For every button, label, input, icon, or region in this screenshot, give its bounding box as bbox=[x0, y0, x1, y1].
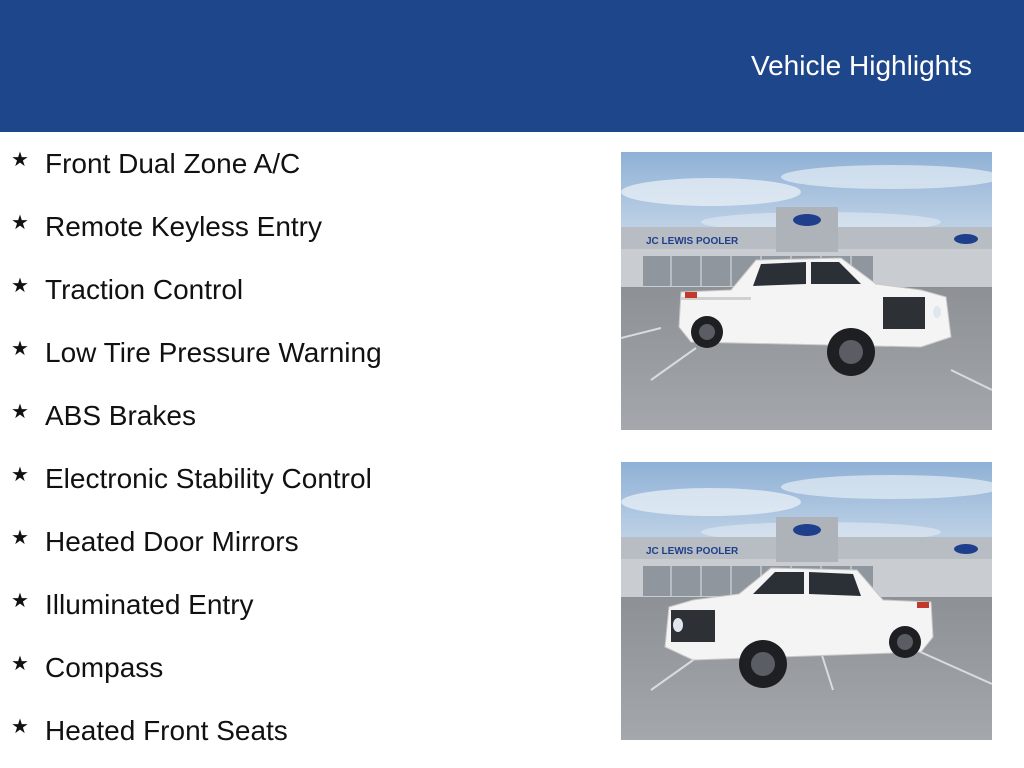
feature-label: Remote Keyless Entry bbox=[45, 211, 322, 242]
feature-item bbox=[0, 335, 600, 375]
star-icon: ★ bbox=[11, 527, 29, 549]
page-title: Vehicle Highlights bbox=[750, 50, 972, 81]
vehicle-photo bbox=[621, 152, 992, 430]
feature-label: Traction Control bbox=[45, 274, 244, 305]
feature-item bbox=[0, 461, 600, 501]
feature-item bbox=[0, 398, 600, 438]
star-icon: ★ bbox=[11, 464, 29, 486]
feature-label: ABS Brakes bbox=[45, 400, 196, 431]
vehicle-photo bbox=[621, 462, 992, 740]
feature-item bbox=[0, 587, 600, 627]
header-bar bbox=[0, 0, 1024, 132]
feature-item bbox=[0, 209, 600, 249]
feature-label: Illuminated Entry bbox=[45, 589, 254, 620]
star-icon: ★ bbox=[11, 401, 29, 423]
feature-item bbox=[0, 524, 600, 564]
feature-label: Front Dual Zone A/C bbox=[45, 148, 301, 179]
feature-label: Low Tire Pressure Warning bbox=[45, 337, 382, 368]
feature-item bbox=[0, 713, 600, 753]
star-icon: ★ bbox=[11, 590, 29, 612]
dealer-sign: JC LEWIS POOLER bbox=[646, 236, 739, 247]
feature-item bbox=[0, 272, 600, 312]
feature-item bbox=[0, 146, 600, 186]
star-icon: ★ bbox=[11, 716, 29, 738]
star-icon: ★ bbox=[11, 653, 29, 675]
star-icon: ★ bbox=[11, 338, 29, 360]
feature-item bbox=[0, 650, 600, 690]
feature-label: Heated Front Seats bbox=[45, 715, 288, 746]
star-icon: ★ bbox=[11, 212, 29, 234]
feature-label: Compass bbox=[45, 652, 164, 683]
feature-label: Electronic Stability Control bbox=[45, 463, 372, 494]
star-icon: ★ bbox=[11, 275, 29, 297]
feature-label: Heated Door Mirrors bbox=[45, 526, 299, 557]
dealer-sign: JC LEWIS POOLER bbox=[646, 546, 739, 557]
star-icon: ★ bbox=[11, 149, 29, 171]
